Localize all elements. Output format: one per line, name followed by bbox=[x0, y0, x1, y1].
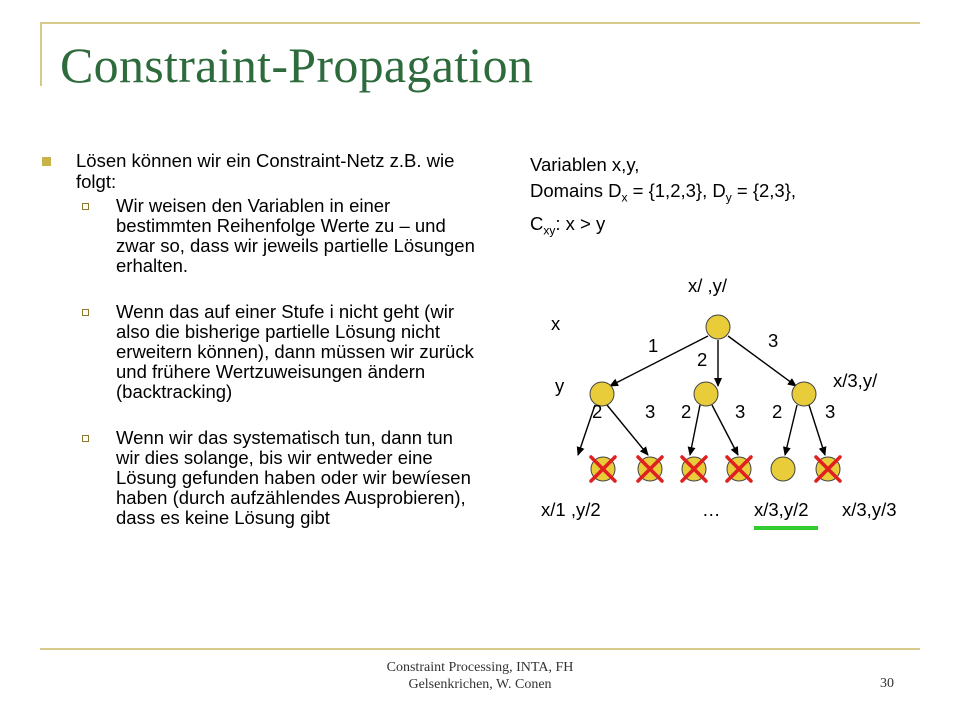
level-y-label: y bbox=[555, 375, 565, 396]
footer-text bbox=[330, 659, 630, 693]
level-x-label: x bbox=[551, 313, 561, 334]
y-node-2 bbox=[694, 382, 718, 406]
variables-line: Variablen x,y, bbox=[530, 154, 640, 175]
edge-label-x2: 2 bbox=[697, 349, 708, 370]
edge-label-y2: 3 bbox=[645, 401, 656, 422]
edge-y-5 bbox=[785, 405, 797, 455]
edge-x3 bbox=[728, 336, 796, 386]
slide-title: Constraint-Propagation bbox=[60, 37, 534, 93]
leaf-nodes bbox=[591, 457, 840, 481]
leaf-label-ellipsis: … bbox=[702, 499, 721, 520]
edge-label-y4: 3 bbox=[735, 401, 746, 422]
edge-label-x3: 3 bbox=[768, 330, 779, 351]
edge-label-x1: 1 bbox=[648, 335, 659, 356]
footer-line-1: Constraint Processing, INTA, FH bbox=[386, 660, 574, 675]
right-node-label: x/3,y/ bbox=[833, 370, 878, 391]
constraint-line: $C_{xy}$: x > y bbox=[530, 212, 606, 238]
sub-bullet-text: Wir weisen den Variablen in einer bestimmten Reihenfolge Werte zu – und zwar so, dass wir jeweils partielle Lösungen erhalten. bbox=[116, 195, 475, 276]
main-bullet-text: Lösen können wir ein Constraint-Netz z.B. wie folgt: bbox=[76, 150, 455, 192]
sub-bullet-text: Wenn wir das systematisch tun, dann tun wir dies solange, bis wir entweder eine Lösung gefunden haben oder wir bewíesen haben (durch aufzählendes Ausprobieren), dass es keine Lösung gibt bbox=[116, 427, 471, 528]
edge-label-y1: 2 bbox=[592, 401, 603, 422]
edge-x1 bbox=[610, 336, 708, 386]
edge-y-6 bbox=[809, 405, 825, 455]
leaf-node-5 bbox=[771, 457, 795, 481]
y-node-3 bbox=[792, 382, 816, 406]
page-number: 30 bbox=[880, 676, 894, 691]
leaf-label-solution: x/3,y/2 bbox=[754, 499, 809, 520]
edge-label-y3: 2 bbox=[681, 401, 692, 422]
leaf-label-last: x/3,y/3 bbox=[842, 499, 897, 520]
sub-bullet-text: Wenn das auf einer Stufe i nicht geht (wir also die bisherige partielle Lösung nicht erweitern können), dann müssen wir zurück und frühere Wertzuweisungen ändern (backtracking) bbox=[116, 301, 474, 402]
footer-line-2: Gelsenkrichen, W. Conen bbox=[408, 677, 552, 692]
root-node bbox=[706, 315, 730, 339]
leaf-label-first: x/1 ,y/2 bbox=[541, 499, 601, 520]
edge-label-y6: 3 bbox=[825, 401, 836, 422]
edge-label-y5: 2 bbox=[772, 401, 783, 422]
edge-y-3 bbox=[690, 405, 700, 455]
domains-line: Domains $D_x = \{1,2,3\}$, $D_y = \{2,3\}$, bbox=[530, 180, 797, 205]
footer-divider bbox=[40, 648, 920, 650]
edge-y-2 bbox=[607, 405, 648, 455]
root-label: x/ ,y/ bbox=[688, 275, 728, 296]
